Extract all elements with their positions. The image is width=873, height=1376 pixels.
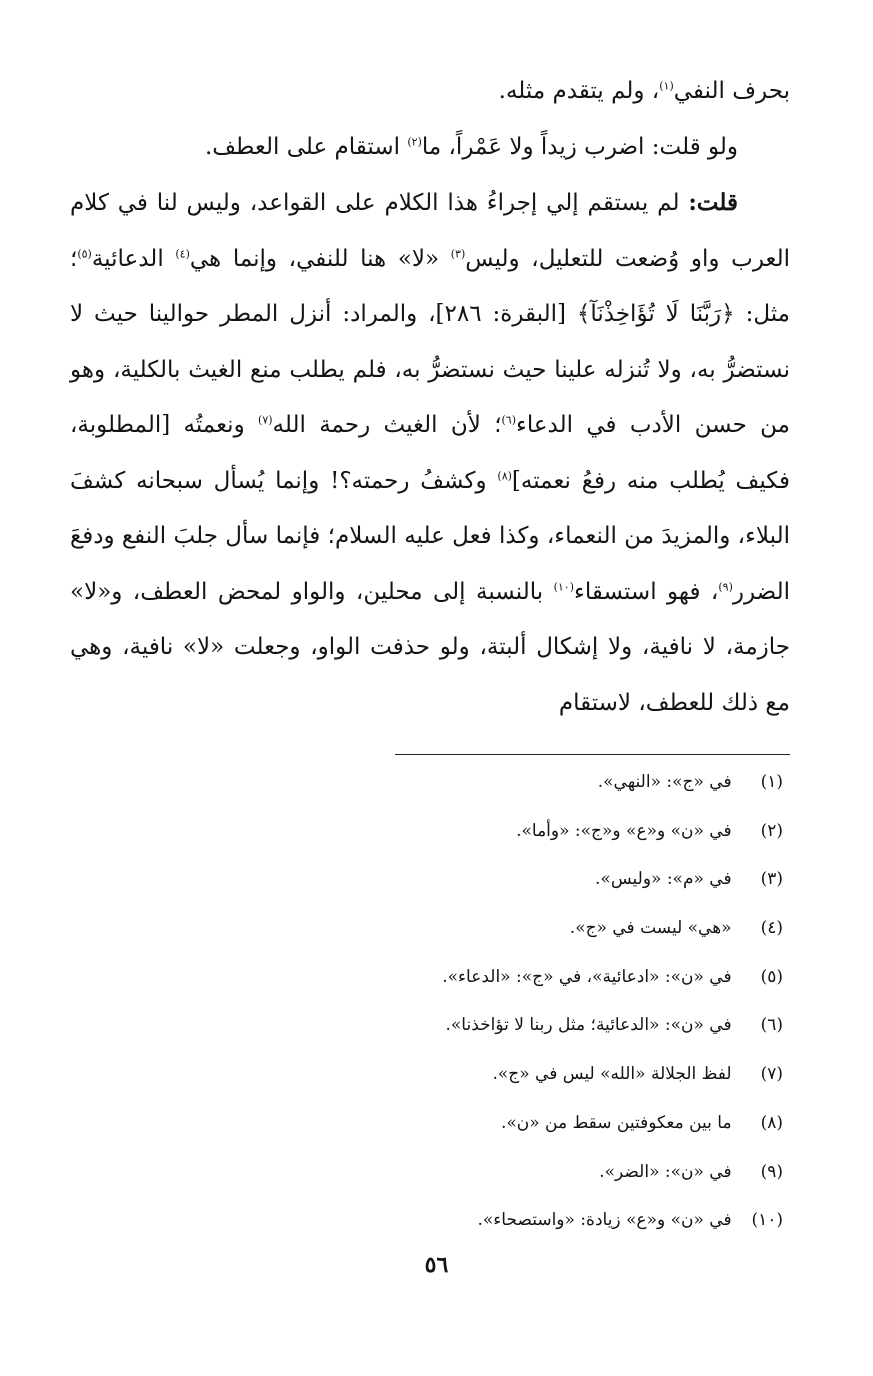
paragraph-1: [70, 64, 790, 120]
footnote-text: في «ن»: «ادعائية»، في «ج»: «الدعاء».: [442, 966, 732, 987]
footnote-ref: (٤): [175, 246, 190, 260]
text-run: «لا» هنا للنفي، وإنما هي: [189, 245, 451, 272]
paragraph-3: [70, 175, 790, 731]
footnote-text: في «ن» و«ع» و«ج»: «وأما».: [516, 820, 732, 841]
footnote-number: (٧): [760, 1064, 783, 1085]
footnote-text: «هي» ليست في «ج».: [569, 918, 732, 939]
footnote-text: ما بين معكوفتين سقط من «ن».: [500, 1112, 732, 1133]
footnote-ref: (٧): [258, 413, 273, 427]
footnote-item: [83, 1107, 783, 1156]
footnote-text: في «ن»: «الضر».: [599, 1161, 732, 1182]
footnote-ref: (٥): [77, 246, 92, 260]
footnote-number: (٥): [760, 966, 783, 987]
footnote-number: (٦): [760, 1015, 783, 1036]
footnote-text: في «ج»: «النهي».: [597, 772, 732, 792]
footnote-ref: (٨): [497, 468, 512, 482]
footnote-text: في «م»: «وليس».: [595, 869, 732, 890]
footnote-ref: (٢): [407, 134, 422, 148]
lead-word: قلت:: [688, 189, 738, 216]
footnotes: [83, 766, 783, 1253]
text-run: ، فهو استسقاء: [574, 578, 719, 605]
footnote-text: في «ن» و«ع» زيادة: «واستصحاء».: [477, 1210, 732, 1231]
footnote-ref: (٣): [450, 246, 466, 260]
text-run: ؛ لأن الغيث رحمة الله: [272, 412, 502, 438]
footnote-item: [83, 961, 783, 1010]
footnote-text: في «ن»: «الدعائية؛ مثل ربنا لا تؤاخذنا».: [445, 1015, 732, 1036]
footnote-text: لفظ الجلالة «الله» ليس في «ج».: [492, 1064, 732, 1085]
footnote-item: [83, 912, 783, 961]
text-run: استقام على العطف.: [204, 133, 408, 160]
text-run: ولو قلت: اضرب زيداً ولا عَمْراً، ما: [421, 133, 738, 160]
footnote-number: (٨): [760, 1112, 783, 1133]
footnote-divider: [395, 754, 790, 755]
text-run: ، ولم يتقدم مثله.: [498, 78, 660, 104]
text-run: لم يستقم إلي إجراءُ هذا الكلام على القواعد، وليس لنا في كلام العرب واو وُضعت للتعليل، وليس: [70, 190, 791, 272]
main-text: [70, 64, 790, 731]
text-run: ونعمتُه [المطلوبة، فكيف يُطلب منه رفعُ نعمته]: [70, 412, 790, 494]
paragraph-2: [70, 120, 790, 176]
footnote-number: (١٠): [751, 1210, 783, 1231]
text-run: بحرف النفي: [673, 78, 790, 104]
text-run: الدعائية: [91, 245, 176, 272]
footnote-item: [83, 1009, 783, 1058]
footnote-item: [83, 1156, 783, 1205]
footnote-item: [83, 1058, 783, 1107]
text-run: وكشفُ رحمته؟! وإنما يُسأل سبحانه كشفَ البلاء، والمزيدَ من النعماء، وكذا فعل عليه السلام؛ فإنما سأل جلبَ النفع ودفعَ الضرر: [70, 467, 791, 605]
footnote-number: (٣): [760, 869, 783, 890]
text-run: ؛ مثل: ﴿رَبَّنَا لَا تُؤَاخِذْنَآ﴾ [البقرة: ٢٨٦]، والمراد: أنزل المطر حوالينا حيث لا نستضرُّ به، ولا تُنزله علينا حيث نستضرُّ به، فلم يطلب منع الغيث بالكلية، وهو من حسن الأدب في الدعاء: [70, 245, 790, 438]
page-number: ٥٦: [424, 1252, 449, 1278]
footnote-number: (٤): [760, 918, 783, 939]
text-run: بالنسبة إلى محلين، والواو لمحض العطف، و«لا» جازمة، لا نافية، ولا إشكال ألبتة، ولو حذفت الواو، وجعلت «لا» نافية، وهي مع ذلك للعطف، لاستقام: [70, 578, 790, 716]
page-body: [70, 64, 790, 731]
footnote-ref: (١): [659, 79, 674, 93]
footnote-ref: (١٠): [553, 579, 574, 593]
footnote-item: [83, 863, 783, 912]
footnote-number: (٩): [760, 1161, 783, 1182]
footnote-ref: (٩): [718, 579, 733, 593]
footnote-item: [83, 815, 783, 864]
footnote-item: [83, 766, 783, 815]
footnote-number: (٢): [760, 820, 783, 841]
footnote-ref: (٦): [501, 413, 517, 427]
footnote-number: (١): [760, 772, 783, 792]
footnote-item: [83, 1204, 783, 1253]
